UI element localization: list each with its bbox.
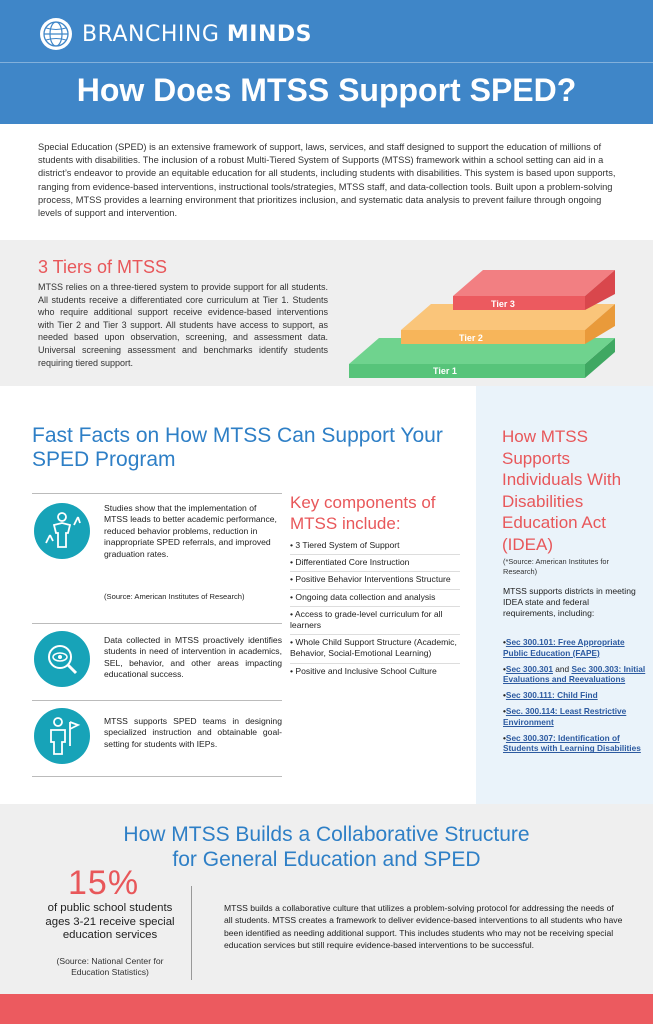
tier-1-label: Tier 1 xyxy=(433,366,457,376)
collab-divider xyxy=(191,886,192,980)
list-item: • Differentiated Core Instruction xyxy=(290,555,460,572)
link-sec-300-301[interactable]: Sec 300.301 xyxy=(505,663,553,674)
tier-3-front xyxy=(453,296,585,310)
idea-links-list xyxy=(503,636,648,758)
fact-item xyxy=(32,493,282,623)
person-flag-icon xyxy=(34,708,90,764)
link-sec-300-114[interactable]: Sec. 300.114: Least Restrictive Environment xyxy=(503,705,627,727)
tier-2-label: Tier 2 xyxy=(459,333,483,343)
stat-text: of public school students ages 3-21 receive special education services xyxy=(45,902,175,941)
list-item: • Whole Child Support Structure (Academic, Behavior, Social-Emotional Learning) xyxy=(290,635,460,663)
footer-bar xyxy=(0,994,653,1024)
growth-person-icon xyxy=(34,503,90,559)
globe-logo-icon xyxy=(38,16,74,52)
fact-item xyxy=(32,623,282,700)
fact-divider xyxy=(32,776,282,777)
idea-source: (*Source: American Institutes for Research) xyxy=(503,557,609,576)
list-item: • Access to grade-level curriculum for all learners xyxy=(290,607,460,635)
link-sec-300-307[interactable]: Sec 300.307: Identification of Students with Learning Disabilities xyxy=(503,732,641,754)
list-item: • Positive and Inclusive School Culture xyxy=(290,665,437,676)
brand-name: BRANCHING MINDS xyxy=(82,21,312,47)
tier-stairs-graphic xyxy=(345,254,645,382)
page-title: How Does MTSS Support SPED? xyxy=(76,72,577,108)
tier-1-front xyxy=(349,364,585,378)
header-banner xyxy=(0,0,653,124)
list-item: • Positive Behavior Interventions Structure xyxy=(290,572,460,589)
list-item xyxy=(503,636,648,663)
idea-intro: MTSS supports districts in meeting IDEA state and federal requirements, including: xyxy=(503,586,636,619)
link-sec-300-111[interactable]: Sec 300.111: Child Find xyxy=(505,690,598,701)
key-components-heading: Key components of MTSS include: xyxy=(290,493,436,533)
magnifier-eye-icon xyxy=(34,631,90,687)
fast-facts-heading: Fast Facts on How MTSS Can Support Your SPED Program xyxy=(32,424,443,471)
fact-text: Studies show that the implementation of MTSS leads to better academic performance, reduced behavior problems, reduction in inappropriate SPED referrals, and improved graduation rates. xyxy=(104,503,277,559)
list-item: • 3 Tiered System of Support xyxy=(290,538,460,555)
collab-body: MTSS builds a collaborative culture that utilizes a problem-solving protocol for addressing the needs of all students. MTSS creates a framework to deliver evidence-based interventions to all students who have been identified as needing additional support. This includes students who may not be receiving special education services but still require evidence-based interventions to be successful. xyxy=(224,903,623,950)
fact-text: MTSS supports SPED teams in designing specialized instruction and obtainable goal-setting for students with IEPs. xyxy=(104,716,282,749)
key-components-list xyxy=(290,538,460,680)
link-sec-300-101[interactable]: Sec 300.101: Free Appropriate Public Education (FAPE) xyxy=(503,637,625,658)
idea-panel xyxy=(476,386,653,804)
list-item xyxy=(503,705,648,732)
tier-2-front xyxy=(401,330,585,344)
intro-paragraph: Special Education (SPED) is an extensive framework of support, laws, services, and staff designed to support the education of millions of students with disabilities. The inclusion of a robust Multi-Tiered System of Supports (MTSS) framework within a school setting can aid in a district’s endeavor to provide an equitable education for all students, including students with disabilities. This system is based upon supports, ranging from evidence-based interventions, instructional tools/strategies, MTSS staff, and data-collection tools. Built upon a problem-solving process, MTSS provides a learning environment that prioritizes inclusion, and systematic data analysis to prevent failure through ongoing levels of support and intervention. xyxy=(38,142,616,219)
tiers-section xyxy=(0,240,653,386)
stat-percent: 15% xyxy=(68,864,140,902)
tier-3-label: Tier 3 xyxy=(491,299,515,309)
fact-item xyxy=(32,700,282,776)
link-sec-300-303[interactable]: Sec 300.303: Initial Evaluations and Reevaluations xyxy=(503,663,646,685)
brand-logo[interactable] xyxy=(38,16,312,52)
idea-heading: How MTSS Supports Individuals With Disabilities Education Act (IDEA) xyxy=(502,427,622,554)
list-item: • Ongoing data collection and analysis xyxy=(290,590,460,607)
collab-heading: How MTSS Builds a Collaborative Structure for General Education and SPED xyxy=(123,823,530,871)
list-item xyxy=(503,732,648,759)
fact-text: Data collected in MTSS proactively identifies students in need of intervention in academics, SEL, behavior, and other areas impacting educational success. xyxy=(104,635,282,680)
collab-section xyxy=(0,804,653,994)
tiers-body: MTSS relies on a three-tiered system to provide support for all students. All students receive a differentiated core curriculum at Tier 1. Students who require additional support receive evidence-based interventions with Tier 2 and Tier 3 support. All students have access to support, as needed based upon observation, screening, and assessment data. Universal screening assessment and benchmarks identify students requiring tiered support. xyxy=(38,282,328,368)
tiers-heading: 3 Tiers of MTSS xyxy=(38,257,168,277)
stat-source: (Source: National Center for Education Statistics) xyxy=(56,956,164,977)
list-item: • Sec 300.301 and Sec 300.303: Initial Evaluations and Reevaluations xyxy=(503,663,648,690)
list-item xyxy=(503,689,648,705)
fact-source: (Source: American Institutes of Research) xyxy=(104,592,245,601)
